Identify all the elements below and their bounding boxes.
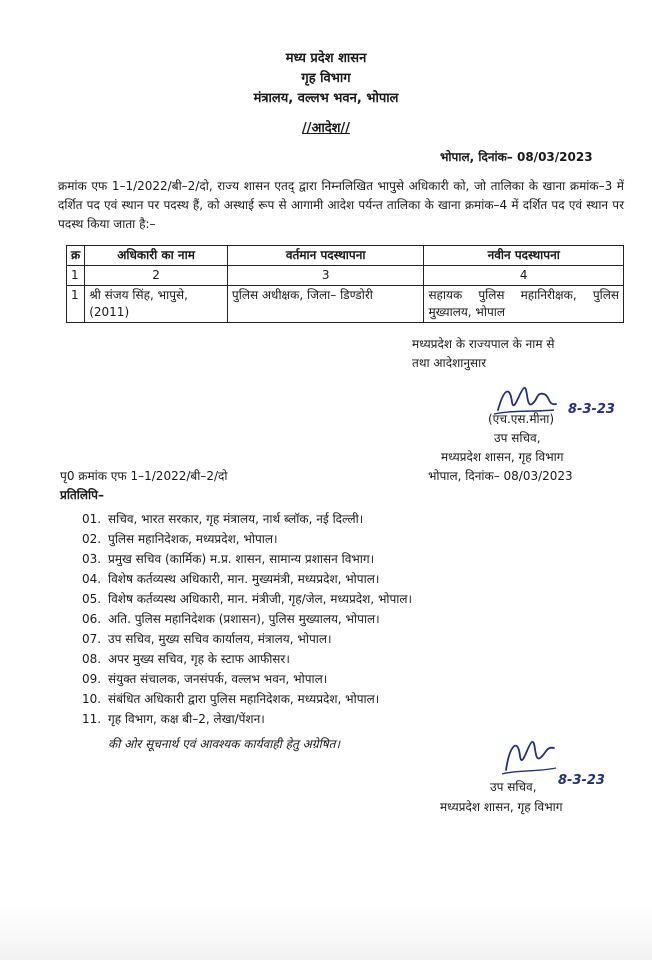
table-header-row [67,246,624,266]
copy-text: विशेष कर्तव्यस्थ अधिकारी, मान. मुख्यमंत्री, मध्यप्रदेश, भोपाल। [108,572,380,586]
copy-text: प्रमुख सचिव (कार्मिक) म.प्र. शासन, सामान्य प्रशासन विभाग। [108,552,375,566]
table-row [67,286,624,323]
order-title: //आदेश// [301,121,351,136]
list-item [82,509,412,529]
authority-line-1: मध्यप्रदेश के राज्यपाल के नाम से [412,337,555,351]
copy-text: पुलिस महानिदेशक, मध्यप्रदेश, भोपाल। [108,532,278,546]
endorsement-place-date: भोपाल, दिनांक– 08/03/2023 [428,469,573,483]
list-item [82,669,412,689]
copy-number: 09. [82,672,102,686]
list-item [82,569,412,589]
copy-purpose: की ओर सूचनार्थ एवं आवश्यक कार्यवाही हेतु अग्रेषित। [108,737,341,751]
copy-number: 01. [82,512,102,526]
copy-number: 08. [82,652,102,666]
list-item [82,549,412,569]
list-item [82,609,412,629]
header-cell: वर्तमान पदस्थापना [227,246,424,266]
officer-cell: श्री संजय सिंह, भापुसे, (2011) [85,286,228,323]
header-cell: अधिकारी का नाम [85,246,228,266]
column-number-cell: 3 [227,266,424,286]
posting-table [66,245,624,323]
signature-2 [496,730,560,780]
order-place-date: भोपाल, दिनांक– 08/03/2023 [440,150,593,164]
list-item [82,629,412,649]
header-address: मंत्रालय, वल्लभ भवन, भोपाल [253,91,399,106]
copy-text: गृह विभाग, कक्ष बी–2, लेखा/पेंशन। [108,712,265,726]
copy-list [82,509,412,729]
list-item [82,709,412,729]
authority-line-2: तथा आदेशानुसार [412,356,487,370]
current-posting-cell: पुलिस अधीक्षक, जिला– डिण्डोरी [227,286,424,323]
copy-number: 05. [82,592,102,606]
closing-office: मध्यप्रदेश शासन, गृह विभाग [440,800,563,814]
copy-number: 11. [82,712,102,726]
copy-text: संबंधित अधिकारी द्वारा पुलिस महानिदेशक, मध्यप्रदेश, भोपाल। [108,692,380,706]
sr-cell: 1 [67,286,85,323]
closing-designation: उप सचिव, [490,780,537,794]
copy-number: 10. [82,692,102,706]
signature-date-2: 8-3-23 [558,773,605,788]
page-shadow [0,905,652,960]
copy-number: 07. [82,632,102,646]
copy-text: विशेष कर्तव्यस्थ अधिकारी, मान. मंत्रीजी, गृह/जेल, मध्यप्रदेश, भोपाल। [108,592,413,606]
column-number-cell: 2 [85,266,228,286]
signature-date-1: 8-3-23 [568,402,615,417]
copy-number: 06. [82,612,102,626]
list-item [82,649,412,669]
copy-text: सचिव, भारत सरकार, गृह मंत्रालय, नार्थ ब्लॉक, नई दिल्ली। [108,512,364,526]
copy-number: 03. [82,552,102,566]
header-cell: नवीन पदस्थापना [424,246,624,266]
endorsement-number: पृ0 क्रमांक एफ 1–1/2022/बी–2/दो [60,469,228,483]
copy-text: अति. पुलिस महानिदेशक (प्रशासन), पुलिस मुख्यालय, भोपाल। [108,612,380,626]
copy-number: 04. [82,572,102,586]
column-number-cell: 4 [424,266,624,286]
header-government: मध्य प्रदेश शासन [285,51,367,66]
header-cell: क्र [67,246,85,266]
table-column-number-row [67,266,624,286]
authority-designation: उप सचिव, [494,431,541,445]
list-item [82,689,412,709]
copy-text: उप सचिव, मुख्य सचिव कार्यालय, मंत्रालय, भोपाल। [108,632,332,646]
column-number-cell: 1 [67,266,85,286]
new-posting-cell: सहायक पुलिस महानिरीक्षक, पुलिस मुख्यालय, भोपाल [424,286,624,323]
authority-office: मध्यप्रदेश शासन, गृह विभाग [441,450,564,464]
copy-label: प्रतिलिपि– [60,488,104,502]
list-item [82,589,412,609]
signatory-name: (एच.एस.मीना) [488,412,555,426]
order-paragraph: क्रमांक एफ 1–1/2022/बी–2/दो, राज्य शासन एतद् द्वारा निम्नलिखित भापुसे अधिकारी को, जो तालिका के खाना क्रमांक–3 में दर्शित पद एवं स्थान पर पदस्थ हैं, को अस्थाई रूप से आगामी आदेश पर्यन्त तालिका के खाना क्रमांक–4 में दर्शित पद एवं स्थान पर पदस्थ किया जाता है:– [58,179,624,231]
copy-number: 02. [82,532,102,546]
header-department: गृह विभाग [301,71,351,86]
copy-text: अपर मुख्य सचिव, गृह के स्टाफ आफीसर। [108,652,290,666]
copy-text: संयुक्त संचालक, जनसंपर्क, वल्लभ भवन, भोपाल। [108,672,328,686]
list-item [82,529,412,549]
